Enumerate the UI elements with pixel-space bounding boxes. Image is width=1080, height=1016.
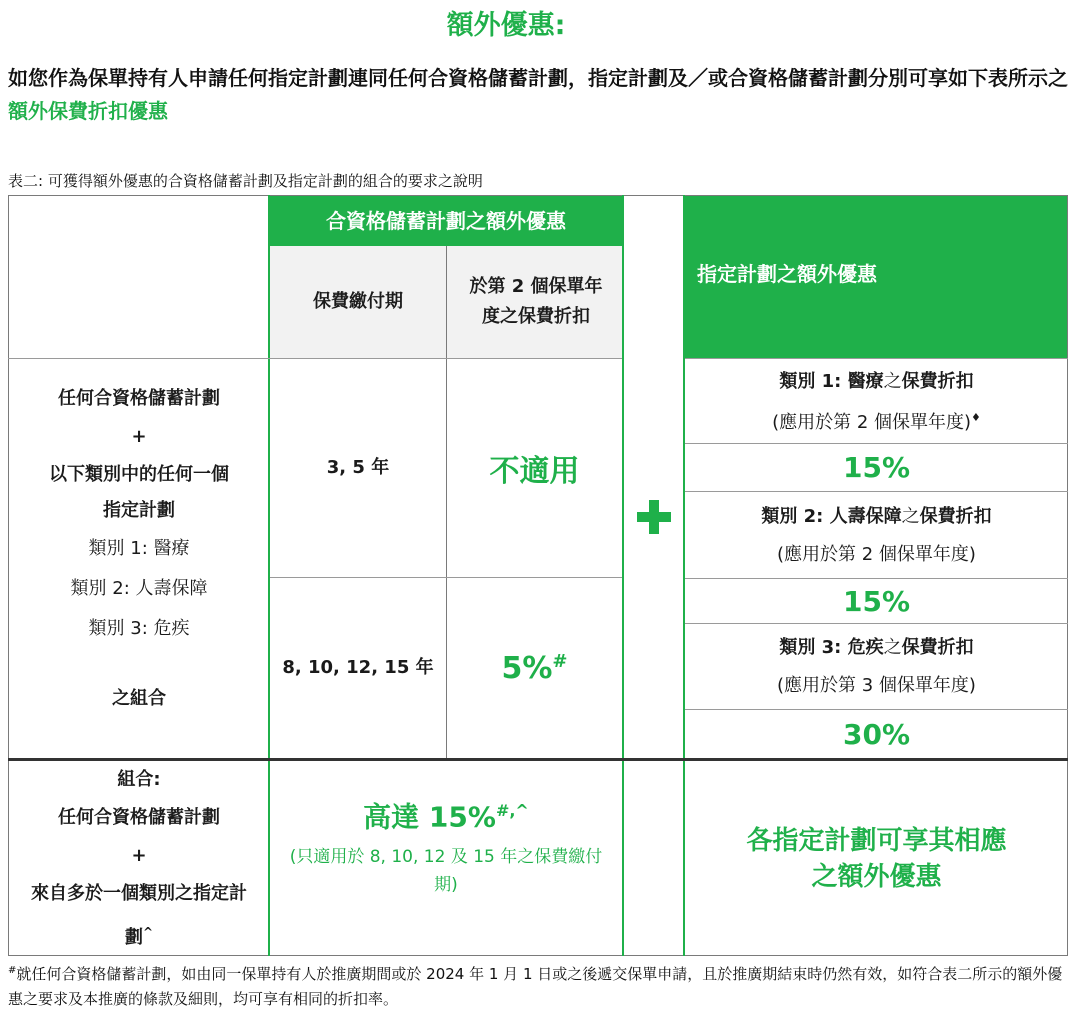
designated-cat2-discount-label: 保費折扣 [919,506,992,527]
term-cell-long: 8, 10, 12, 15 年 [282,657,434,678]
designated-cat2 [685,494,1068,578]
discount-long-mark: # [552,650,568,672]
discount-cell-long [447,578,622,758]
divider-h-d2b [685,623,1068,624]
header-designated-label: 指定計劃之額外優惠 [697,262,877,286]
combo-savings-value: 高達 15% [363,800,496,834]
header-payment-term: 保費繳付期 [313,291,403,312]
designated-cat1 [685,362,1068,442]
designated-cat3-value: 30% [842,717,911,751]
table-caption: 表二: 可獲得額外優惠的合資格儲蓄計劃及指定計劃的組合的要求之說明 [8,172,483,190]
row-label-line1: 任何合資格儲蓄計劃 [58,388,220,409]
plus-icon [637,500,671,534]
footnote [8,958,1068,1012]
designated-cat3 [685,625,1068,709]
designated-cat1-value: 15% [842,451,911,484]
designated-cat3-note: (應用於第 3 個保單年度) [777,675,976,696]
row-label-line3: 以下類別中的任何一個指定計劃 [49,464,229,521]
designated-cat2-value: 15% [842,584,911,618]
row-label-cat3: 類別 3: 危疾 [88,618,190,639]
combo-label-l1: 組合: [117,769,161,790]
combo-savings [270,764,622,954]
row-label-cat1: 類別 1: 醫療 [88,538,190,559]
row-label-suffix: 之組合 [112,688,166,709]
combo-label-l2: 任何合資格儲蓄計劃 [58,807,220,828]
border-left [8,195,9,956]
designated-cat2-mid: 之 [901,506,920,527]
designated-cat2-note: (應用於第 2 個保單年度) [777,544,976,565]
intro-paragraph [8,62,1068,128]
designated-cat3-discount-label: 保費折扣 [901,637,974,658]
footnote-text: 就任何合資格儲蓄計劃，如由同一保單持有人於推廣期間或於 2024 年 1 月 1 日或之後遞交保單申請，且於推廣期結束時仍然有效，如符合表二所示的額外優惠之要求及本推廣的條款及細則，均可享有相同的折扣率。 [8,965,1063,1008]
designated-cat2-name: 類別 2: 人壽保障 [761,506,902,527]
discount-cell-short: 不適用 [489,454,580,489]
intro-text: 如您作為保單持有人申請任何指定計劃連同任何合資格儲蓄計劃，指定計劃及／或合資格儲蓄計劃分別可享如下表所示之 [8,66,1068,90]
footnote-mark: # [8,965,17,976]
combo-label-l3: + [131,845,147,866]
row-label-plus: + [131,426,147,447]
designated-cat3-name: 類別 3: 危疾 [779,637,884,658]
combo-designated [685,764,1068,954]
header-second-year-discount: 於第 2 個保單年度之保費折扣 [469,276,603,327]
page-title: 額外優惠: [446,10,566,41]
discount-long-value: 5% [501,650,553,686]
combo-label-l4-mark: ^ [142,925,154,939]
designated-cat1-note: (應用於第 2 個保單年度) [772,411,972,433]
divider-h-combo [8,758,1068,761]
header-savings-label: 合資格儲蓄計劃之額外優惠 [326,209,566,233]
designated-cat1-note-mark: ♦ [971,410,981,424]
designated-cat1-mid: 之 [883,370,902,392]
row-label-cat2: 類別 2: 人壽保障 [70,578,208,599]
divider-h-d1b [685,491,1068,492]
designated-cat1-discount-label: 保費折扣 [901,370,974,392]
intro-highlight: 額外保費折扣優惠 [8,99,168,123]
combo-savings-note: (只適用於 8, 10, 12 及 15 年之保費繳付期) [289,847,603,896]
combo-label-l4: 來自多於一個類別之指定計劃 [31,883,247,948]
term-cell-short: 3, 5 年 [326,457,390,478]
designated-cat1-name: 類別 1: 醫療 [779,370,884,392]
combo-savings-mark: #,^ [495,800,529,820]
combo-designated-text: 各指定計劃可享其相應之額外優惠 [746,826,1007,892]
combo-label [10,764,268,954]
designated-cat3-mid: 之 [883,637,902,658]
divider-h-header-right [685,358,1068,359]
divider-v2 [622,195,624,956]
row-label-combo-any [10,385,268,713]
